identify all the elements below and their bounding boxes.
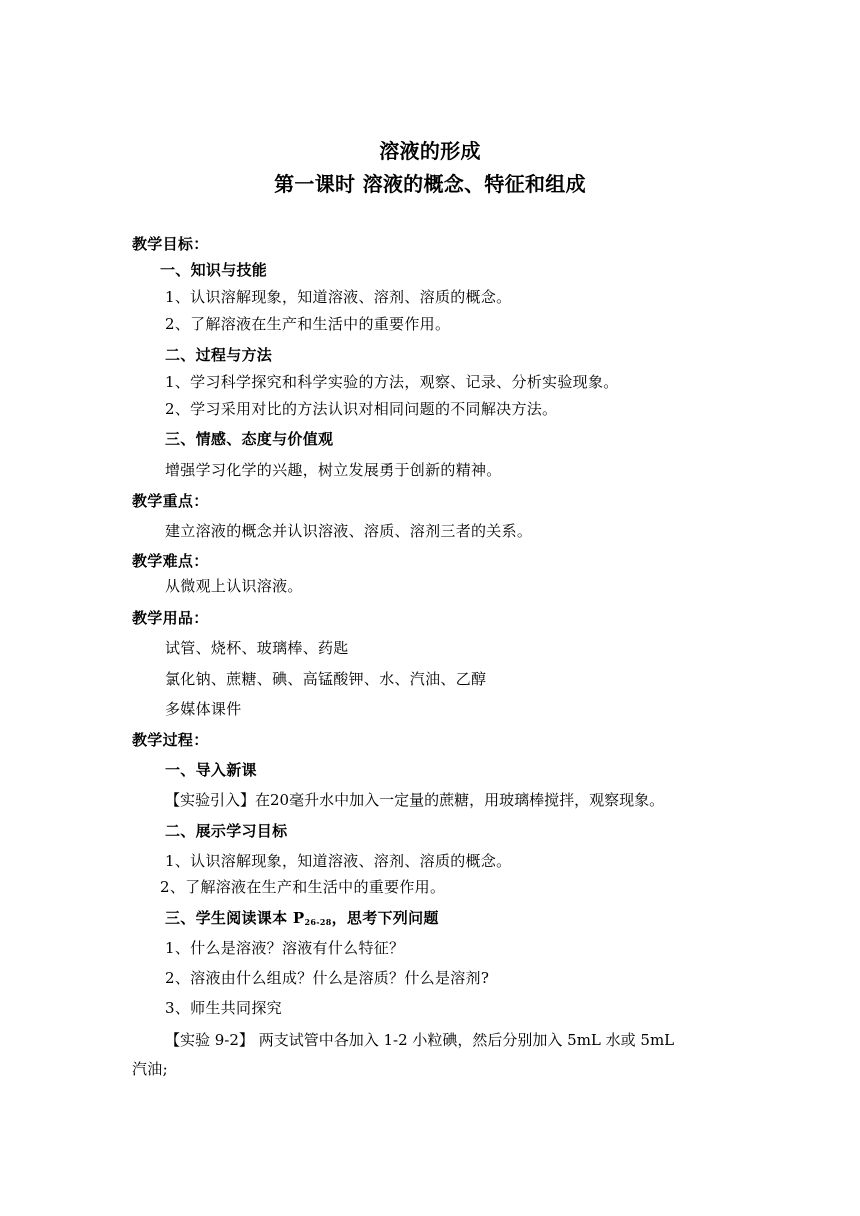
step3-heading [165, 908, 439, 932]
process-heading: 教学过程： [132, 731, 209, 749]
step2-item2: 2、了解溶液在生产和生活中的重要作用。 [160, 878, 446, 896]
goal3-item1: 增强学习化学的兴趣，树立发展勇于创新的精神。 [165, 461, 502, 479]
materials-heading: 教学用品： [132, 609, 209, 627]
document-subtitle: 第一课时 溶液的概念、特征和组成 [274, 172, 586, 196]
goal1-item2: 2、了解溶液在生产和生活中的重要作用。 [165, 315, 451, 333]
experiment-line1: 【实验 9-2】 两支试管中各加入 1-2 小粒碘，然后分别加入 5mL 水或 5mL [165, 1031, 675, 1049]
goal2-heading: 二、过程与方法 [165, 346, 273, 364]
goal2-item1: 1、学习科学探究和科学实验的方法，观察、记录、分析实验现象。 [165, 373, 619, 391]
goal1-heading: 一、知识与技能 [160, 261, 268, 279]
step3-heading-post: ，思考下列问题 [331, 909, 439, 927]
step2-heading: 二、展示学习目标 [165, 822, 288, 840]
materials-item3: 多媒体课件 [165, 700, 242, 718]
step3-item1: 1、什么是溶液？溶液有什么特征？ [165, 939, 405, 957]
page-range-subscript: 26-28 [304, 917, 332, 927]
materials-item2: 氯化钠、蔗糖、碘、高锰酸钾、水、汽油、乙醇 [165, 670, 487, 688]
goals-heading: 教学目标： [132, 235, 209, 253]
materials-item1: 试管、烧杯、玻璃棒、药匙 [165, 639, 349, 657]
document-title: 溶液的形成 [379, 139, 481, 163]
goal2-item2: 2、学习采用对比的方法认识对相同问题的不同解决方法。 [165, 400, 558, 418]
difficulty-item: 从微观上认识溶液。 [165, 577, 303, 595]
goal1-item1: 1、认识溶解现象，知道溶液、溶剂、溶质的概念。 [165, 288, 512, 306]
step3-heading-pre: 三、学生阅读课本 P [165, 909, 305, 927]
step1-item: 【实验引入】在20毫升水中加入一定量的蔗糖，用玻璃棒搅拌，观察现象。 [165, 791, 665, 809]
goal3-heading: 三、情感、态度与价值观 [165, 430, 334, 448]
key-item: 建立溶液的概念并认识溶液、溶质、溶剂三者的关系。 [165, 522, 533, 540]
step1-heading: 一、导入新课 [165, 761, 257, 779]
step3-item2: 2、溶液由什么组成？什么是溶质？什么是溶剂? [165, 969, 490, 987]
step3-item3: 3、师生共同探究 [165, 999, 282, 1017]
experiment-line2: 汽油; [132, 1060, 168, 1078]
step2-item1: 1、认识溶解现象，知道溶液、溶剂、溶质的概念。 [165, 852, 512, 870]
key-heading: 教学重点： [132, 492, 209, 510]
difficulty-heading: 教学难点： [132, 552, 209, 570]
